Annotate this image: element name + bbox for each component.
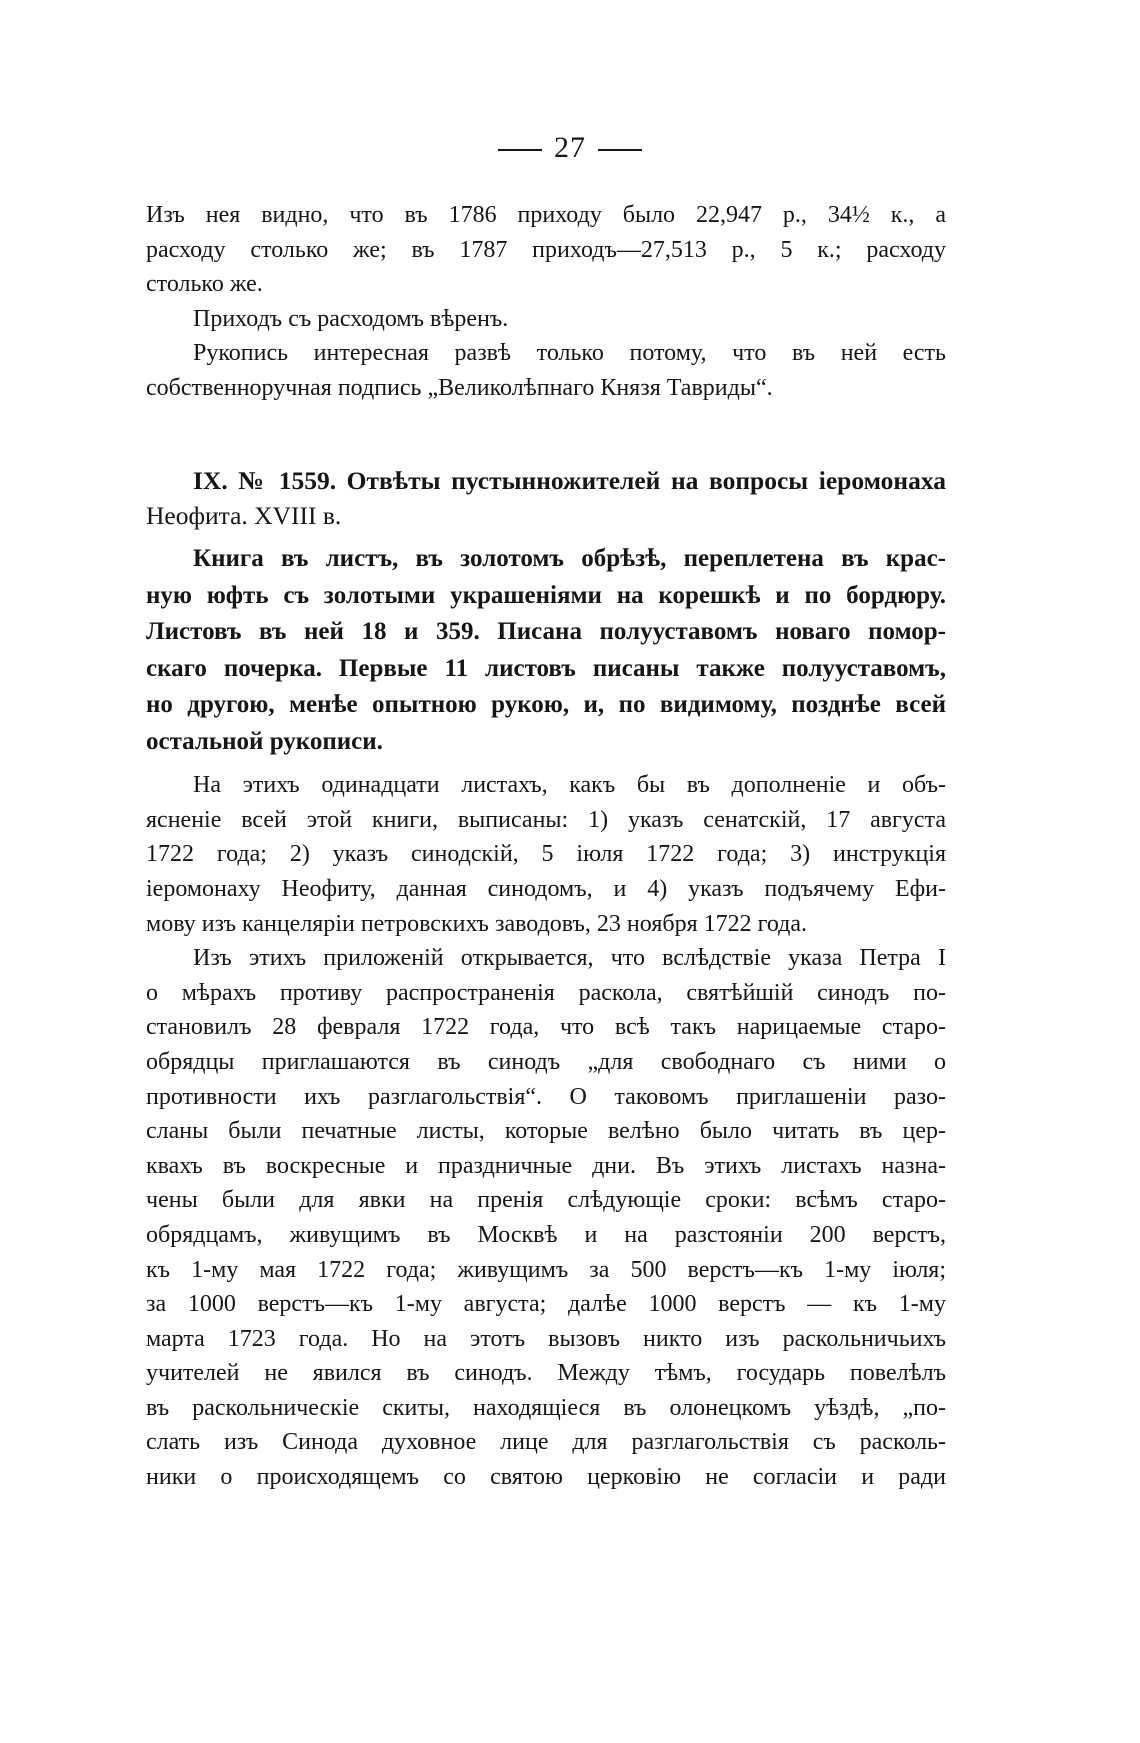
text-line: къ 1-му мая 1722 года; живущимъ за 500 верстъ—къ 1-му іюля; bbox=[146, 1256, 946, 1283]
text-line: становилъ 28 февраля 1722 года, что всѣ такъ нарицаемые старо- bbox=[146, 1014, 946, 1041]
text-line: ную юфть съ золотыми украшеніями на корешкѣ и по бордюру. bbox=[146, 581, 946, 609]
text-line: обрядцы приглашаются въ синодъ „для свободнаго съ ними о bbox=[146, 1048, 946, 1075]
book-description bbox=[146, 541, 946, 760]
text-line: Изъ нея видно, что въ 1786 приходу было 22,947 р., 34½ к., а bbox=[146, 202, 946, 228]
text-line: остальной рукописи. bbox=[146, 727, 383, 755]
text-line: чены были для явки на пренія слѣдующіе сроки: всѣмъ старо- bbox=[146, 1187, 946, 1214]
heading-line: IX. № 1559. Отвѣты пустынножителей на вопросы іеромонаха bbox=[193, 466, 946, 495]
paragraph-appendices bbox=[146, 768, 946, 941]
text-line: учителей не явился въ синодъ. Между тѣмъ, государь повелѣлъ bbox=[146, 1360, 946, 1387]
text-line: въ раскольническіе скиты, находящіеся въ олонецкомъ уѣздѣ, „по- bbox=[146, 1394, 946, 1421]
text-line: слать изъ Синода духовное лице для разглагольствія съ расколь- bbox=[146, 1429, 946, 1456]
text-line: Изъ этихъ приложеній открывается, что вслѣдствіе указа Петра I bbox=[193, 945, 946, 972]
text-line: столько же. bbox=[146, 271, 263, 298]
intro-paragraph bbox=[146, 198, 946, 233]
text-line: Книга въ листъ, въ золотомъ обрѣзѣ, переплетена въ крас- bbox=[193, 545, 946, 573]
page-number bbox=[0, 131, 1140, 165]
text-line: обрядцамъ, живущимъ въ Москвѣ и на разстояніи 200 верстъ, bbox=[146, 1221, 946, 1248]
dash-left bbox=[498, 149, 542, 151]
section-ix bbox=[146, 464, 946, 1495]
text-line: скаго почерка. Первые 11 листовъ писаны также полууставомъ, bbox=[146, 654, 946, 682]
heading-line: Неофита. XVIII в. bbox=[146, 500, 342, 530]
text-line: о мѣрахъ противу распространенія раскола, святѣйшій синодъ по- bbox=[146, 979, 946, 1006]
section-heading bbox=[146, 464, 946, 533]
text-line: но другою, менѣе опытною рукою, и, по видимому, позднѣе всей bbox=[146, 691, 946, 719]
text-line: расходу столько же; въ 1787 приходъ—27,513 р., 5 к.; расходу bbox=[146, 236, 946, 263]
text-line: Приходъ съ расходомъ вѣренъ. bbox=[193, 305, 509, 332]
manuscript-note bbox=[146, 336, 946, 371]
dash-right bbox=[598, 149, 642, 151]
text-line: противности ихъ разглагольствія“. О таковомъ приглашеніи разо- bbox=[146, 1083, 946, 1110]
intro-block bbox=[146, 198, 946, 406]
text-line: Рукопись интересная развѣ только потому, что въ ней есть bbox=[193, 340, 946, 367]
text-line: Листовъ въ ней 18 и 359. Писана полууставомъ новаго помор- bbox=[146, 618, 946, 646]
text-line: На этихъ одинадцати листахъ, какъ бы въ дополненіе и объ- bbox=[193, 772, 946, 799]
text-line: за 1000 верстъ—къ 1-му августа; далѣе 1000 верстъ — къ 1-му bbox=[146, 1291, 946, 1318]
text-line: ники о происходящемъ со святою церковію не согласіи и ради bbox=[146, 1464, 946, 1491]
text-line: ясненіе всей этой книги, выписаны: 1) указъ сенатскій, 17 августа bbox=[146, 806, 946, 833]
paragraph-decree bbox=[146, 941, 946, 1495]
text-line: квахъ въ воскресные и праздничные дни. Въ этихъ листахъ назна- bbox=[146, 1152, 946, 1179]
text-line: 1722 года; 2) указъ синодскій, 5 іюля 1722 года; 3) инструкція bbox=[146, 841, 946, 868]
verified-paragraph bbox=[146, 302, 946, 337]
text-line: собственноручная подпись „Великолѣпнаго Князя Тавриды“. bbox=[146, 374, 773, 401]
text-line: сланы были печатные листы, которые велѣно было читать въ цер- bbox=[146, 1118, 946, 1145]
text-line: іеромонаху Неофиту, данная синодомъ, и 4) указъ подъячему Ефи- bbox=[146, 875, 946, 902]
text-line: мову изъ канцеляріи петровскихъ заводовъ, 23 ноября 1722 года. bbox=[146, 910, 808, 937]
text-line: марта 1723 года. Но на этотъ вызовъ никто изъ раскольничьихъ bbox=[146, 1325, 946, 1352]
page-number-value: 27 bbox=[554, 131, 586, 164]
